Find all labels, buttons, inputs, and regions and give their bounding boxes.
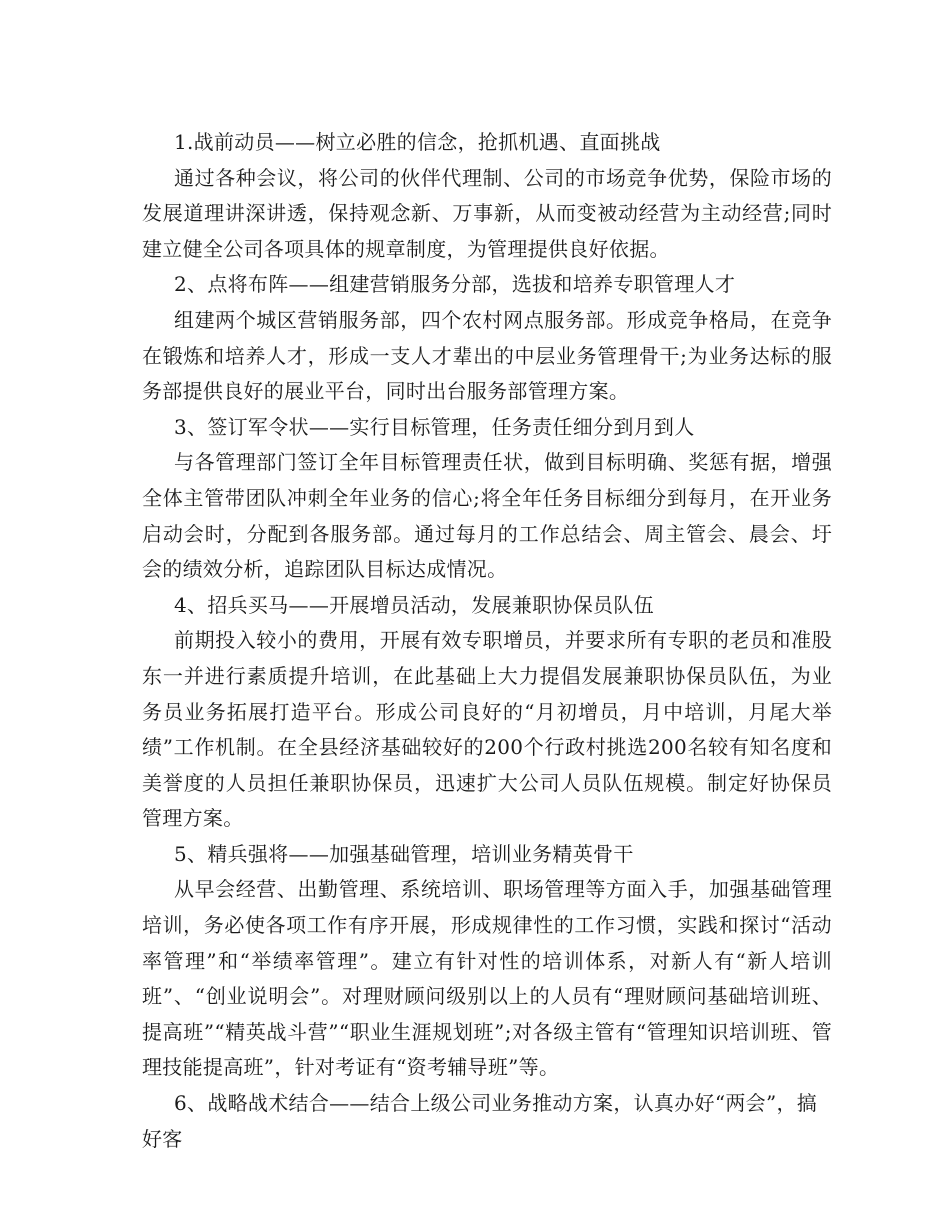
section-heading-5: 5、精兵强将——加强基础管理，培训业务精英骨干 [174,841,634,866]
section-heading-4: 4、招兵买马——开展增员活动，发展兼职协保员队伍 [174,592,654,617]
section-heading-1: 1.战前动员——树立必胜的信念，抢抓机遇、直面挑战 [174,130,661,154]
section-heading-3: 3、签订军令状——实行目标管理，任务责任细分到月到人 [174,414,695,439]
section-paragraph-4: 前期投入较小的费用，开展有效专职增员，并要求所有专职的老员和准股东一并进行素质提升培训，在此基础上大力提倡发展兼职协保员队伍，为业务员业务拓展打造平台。形成公司良好的“月初增员，月中培训，月尾大举绩”工作机制。在全县经济基础较好的200个行政村挑选200名较有知名度和美誉度的人员担任兼职协保员，迅速扩大公司人员队伍规模。制定好协保员管理方案。 [142,628,832,831]
section-heading-6: 6、战略战术结合——结合上级公司业务推动方案，认真办好“两会”，搞好客 [142,1091,818,1151]
section-paragraph-5: 从早会经营、出勤管理、系统培训、职场管理等方面入手，加强基础管理培训，务必使各项工作有序开展，形成规律性的工作习惯，实践和探讨“活动率管理”和“举绩率管理”。建立有针对性的培训体系，对新人有“新人培训班”、“创业说明会”。对理财顾问级别以上的人员有“理财顾问基础培训班、提高班”“精英战斗营”“职业生涯规划班”;对各级主管有“管理知识培训班、管理技能提高班”，针对考证有“资考辅导班”等。 [142,877,832,1080]
section-paragraph-3: 与各管理部门签订全年目标管理责任状，做到目标明确、奖惩有据，增强全体主管带团队冲刺全年业务的信心;将全年任务目标细分到每月，在开业务启动会时，分配到各服务部。通过每月的工作总结会、周主管会、晨会、圩会的绩效分析，追踪团队目标达成情况。 [142,450,832,582]
section-paragraph-2: 组建两个城区营销服务部，四个农村网点服务部。形成竞争格局，在竞争在锻炼和培养人才，形成一支人才辈出的中层业务管理骨干;为业务达标的服务部提供良好的展业平台，同时出台服务部管理方案。 [142,307,832,404]
document-body [142,125,832,1157]
section-paragraph-1: 通过各种会议，将公司的伙伴代理制、公司的市场竞争优势，保险市场的发展道理讲深讲透，保持观念新、万事新，从而变被动经营为主动经营;同时建立健全公司各项具体的规章制度，为管理提供良好依据。 [142,165,832,261]
section-heading-2: 2、点将布阵——组建营销服务分部，选拔和培养专职管理人才 [174,272,736,297]
